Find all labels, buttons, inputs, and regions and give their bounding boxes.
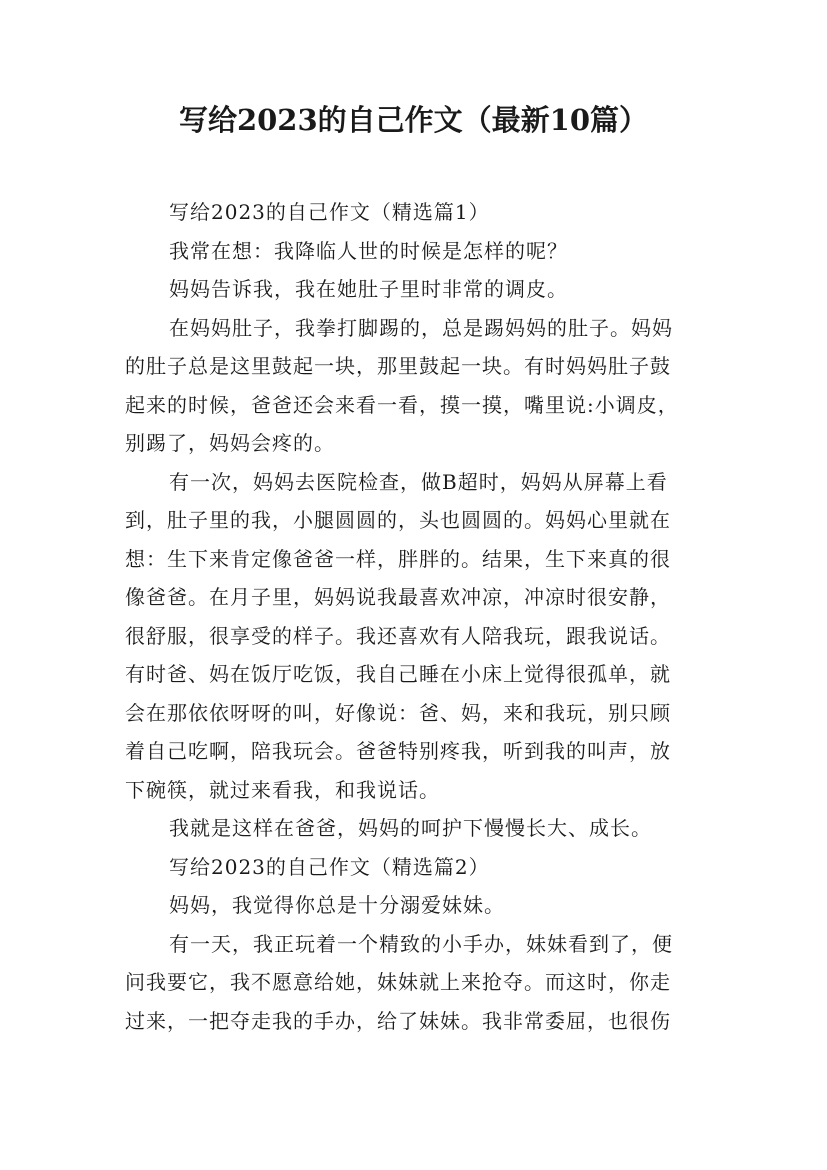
text-line: 问我要它，我不愿意给她，妹妹就上来抢夺。而这时，你走 <box>125 970 671 994</box>
text-line: 有时爸、妈在饭厅吃饭，我自己睡在小床上觉得很孤单，就 <box>125 662 671 686</box>
paragraph <box>125 270 705 309</box>
text-line: 像爸爸。在月子里，妈妈说我最喜欢冲凉，冲凉时很安静， <box>125 585 671 609</box>
text-line: 写给2023的自己作文（精选篇2） <box>169 854 490 879</box>
text-line: 在妈妈肚子，我拳打脚踢的，总是踢妈妈的肚子。妈妈 <box>169 315 673 340</box>
section-heading <box>125 193 705 232</box>
paragraph <box>125 886 705 925</box>
text-line: 别踢了，妈妈会疼的。 <box>125 431 335 455</box>
paragraph <box>125 309 705 463</box>
text-line: 有一天，我正玩着一个精致的小手办，妹妹看到了，便 <box>169 931 673 956</box>
text-line: 到，肚子里的我，小腿圆圆的，头也圆圆的。妈妈心里就在 <box>125 508 671 532</box>
text-line: 下碗筷，就过来看我，和我说话。 <box>125 777 440 802</box>
text-line: 我常在想：我降临人世的时候是怎样的呢？ <box>169 238 568 263</box>
document-body <box>125 193 705 1040</box>
text-line: 想：生下来肯定像爸爸一样，胖胖的。结果，生下来真的很 <box>125 546 671 571</box>
text-line: 起来的时候，爸爸还会来看一看，摸一摸，嘴里说:小调皮， <box>125 392 679 417</box>
paragraph <box>125 809 705 848</box>
section-heading <box>125 848 705 887</box>
text-line: 很舒服，很享受的样子。我还喜欢有人陪我玩，跟我说话。 <box>125 623 671 648</box>
text-line: 着自己吃啊，陪我玩会。爸爸特别疼我，听到我的叫声，放 <box>125 739 671 763</box>
text-line: 的肚子总是这里鼓起一块，那里鼓起一块。有时妈妈肚子鼓 <box>125 354 671 378</box>
paragraph <box>125 232 705 271</box>
paragraph <box>125 463 705 810</box>
document-title: 写给2023的自己作文（最新10篇） <box>178 103 649 137</box>
text-line: 写给2023的自己作文（精选篇1） <box>169 200 490 224</box>
paragraph <box>125 925 705 1041</box>
text-line: 过来，一把夺走我的手办，给了妹妹。我非常委屈，也很伤 <box>125 1008 671 1033</box>
text-line: 妈妈，我觉得你总是十分溺爱妹妹。 <box>169 893 505 917</box>
text-line: 会在那依依呀呀的叫，好像说：爸、妈，来和我玩，别只顾 <box>125 700 671 725</box>
text-line: 有一次，妈妈去医院检查，做B超时，妈妈从屏幕上看 <box>169 469 668 494</box>
text-line: 妈妈告诉我，我在她肚子里时非常的调皮。 <box>169 277 568 301</box>
text-line: 我就是这样在爸爸，妈妈的呵护下慢慢长大、成长。 <box>169 816 652 840</box>
